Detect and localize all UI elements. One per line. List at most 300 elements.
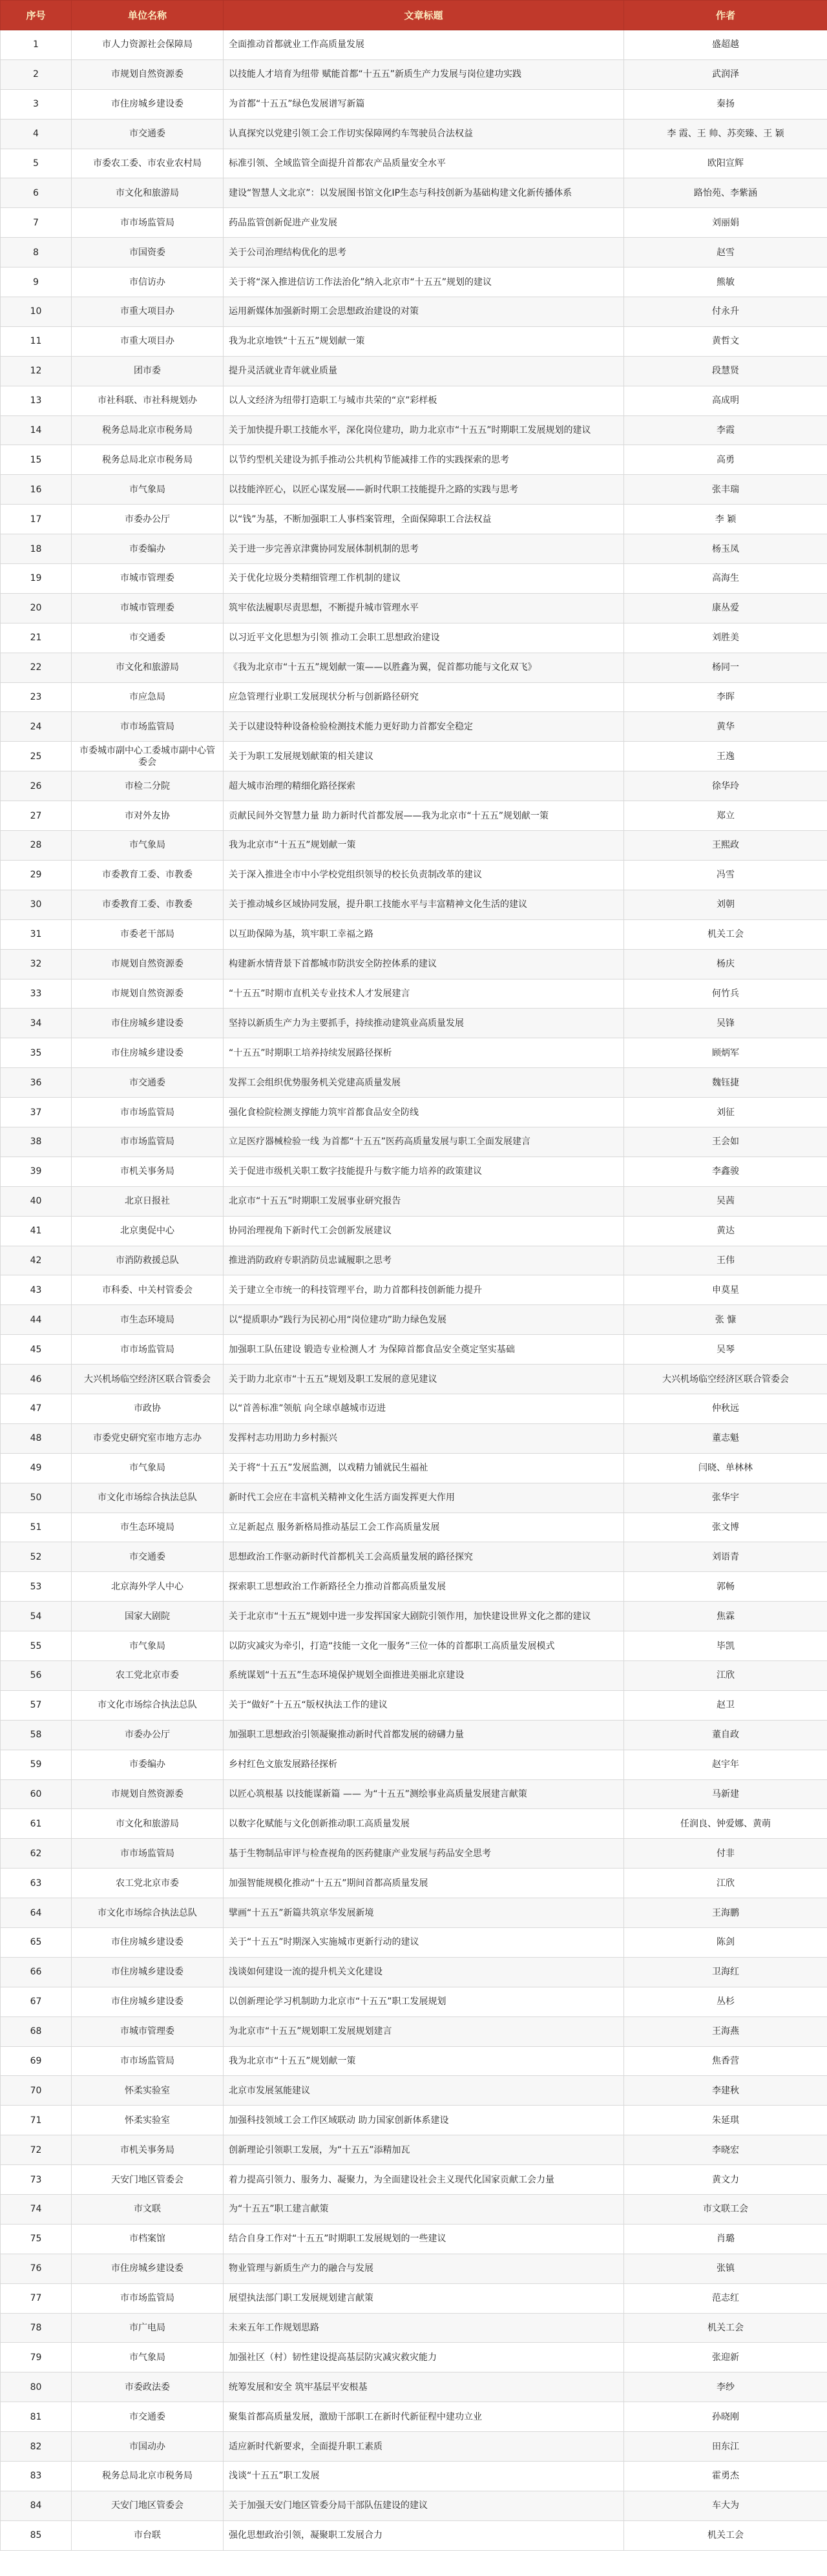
table-row	[1, 1779, 827, 1809]
cell-index: 7	[1, 208, 72, 238]
table-row	[1, 564, 827, 594]
cell-unit: 市文化市场综合执法总队	[72, 1690, 224, 1720]
cell-author: 杨玉凤	[624, 534, 827, 564]
cell-author: 车大为	[624, 2491, 827, 2520]
table-row	[1, 623, 827, 653]
cell-title: 关于以建设特种设备检验检测技术能力更好助力首都安全稳定	[224, 712, 624, 742]
cell-title: 以“首善标准”领航 向全球卓越城市迈进	[224, 1394, 624, 1423]
cell-unit: 市气象局	[72, 831, 224, 861]
cell-unit: 市消防救援总队	[72, 1246, 224, 1275]
cell-index: 48	[1, 1423, 72, 1453]
cell-title: 关于推动城乡区域协同发展，提升职工技能水平与丰富精神文化生活的建议	[224, 890, 624, 919]
cell-title: 贡献民间外交智慧力量 助力新时代首都发展——我为北京市“十五五”规划献一策	[224, 801, 624, 831]
cell-unit: 市市场监管局	[72, 712, 224, 742]
table-row	[1, 2402, 827, 2432]
cell-unit: 市交通委	[72, 119, 224, 149]
cell-author: 肖璐	[624, 2224, 827, 2254]
cell-author: 李 霞、王 帅、苏奕臻、王 颖	[624, 119, 827, 149]
cell-title: 以“钱”为基，不断加强职工人事档案管理，全面保障职工合法权益	[224, 505, 624, 534]
cell-title: 系统谋划“十五五”生态环境保护规划全面推进美丽北京建设	[224, 1660, 624, 1690]
cell-author: 张 慷	[624, 1305, 827, 1335]
cell-unit: 市台联	[72, 2520, 224, 2550]
cell-title: “十五五”时期市直机关专业技术人才发展建言	[224, 979, 624, 1009]
cell-author: 卫海红	[624, 1957, 827, 1987]
cell-unit: 市住房城乡建设委	[72, 1038, 224, 1068]
table-row	[1, 1038, 827, 1068]
cell-author: 王会如	[624, 1127, 827, 1157]
cell-index: 18	[1, 534, 72, 564]
cell-author: 市文联工会	[624, 2195, 827, 2225]
cell-index: 62	[1, 1839, 72, 1869]
cell-author: 刘征	[624, 1098, 827, 1127]
cell-unit: 农工党北京市委	[72, 1869, 224, 1898]
cell-title: 适应新时代新要求，全面提升职工素质	[224, 2432, 624, 2462]
cell-title: 协同治理视角下新时代工会创新发展建议	[224, 1216, 624, 1246]
table-row	[1, 1660, 827, 1690]
table-row	[1, 1009, 827, 1038]
cell-author: 刘语青	[624, 1542, 827, 1572]
cell-author: 郭畅	[624, 1572, 827, 1602]
cell-unit: 市机关事务局	[72, 2135, 224, 2165]
table-row	[1, 238, 827, 267]
cell-author: 刘胜美	[624, 623, 827, 653]
cell-index: 51	[1, 1513, 72, 1542]
cell-unit: 市生态环境局	[72, 1513, 224, 1542]
header-unit: 单位名称	[72, 1, 224, 30]
cell-author: 李 颖	[624, 505, 827, 534]
cell-unit: 市重大项目办	[72, 326, 224, 356]
cell-unit: 市气象局	[72, 1453, 224, 1483]
cell-unit: 市重大项目办	[72, 297, 224, 327]
cell-author: 李建秋	[624, 2076, 827, 2106]
cell-unit: 市科委、中关村管委会	[72, 1275, 224, 1305]
cell-title: 强化食检院检测支撑能力筑牢首都食品安全防线	[224, 1098, 624, 1127]
cell-author: 何竹兵	[624, 979, 827, 1009]
cell-index: 40	[1, 1186, 72, 1216]
table-row	[1, 1869, 827, 1898]
cell-index: 9	[1, 267, 72, 297]
cell-title: 聚集首都高质量发展，激励干部职工在新时代新征程中建功立业	[224, 2402, 624, 2432]
cell-title: 立足医疗器械检验一线 为首都“十五五”医药高质量发展与职工全面发展建言	[224, 1127, 624, 1157]
cell-title: 以技能人才培育为纽带 赋能首都“十五五”新质生产力发展与岗位建功实践	[224, 59, 624, 89]
cell-unit: 市市场监管局	[72, 1335, 224, 1365]
cell-unit: 市政协	[72, 1394, 224, 1423]
cell-title: 擘画“十五五”新篇共筑京华发展新境	[224, 1898, 624, 1928]
table-row	[1, 1186, 827, 1216]
cell-author: 武润泽	[624, 59, 827, 89]
table-row	[1, 1987, 827, 2016]
cell-unit: 市市场监管局	[72, 2046, 224, 2076]
cell-unit: 市对外友协	[72, 801, 224, 831]
table-row	[1, 979, 827, 1009]
cell-index: 12	[1, 356, 72, 386]
cell-title: 关于进一步完善京津冀协同发展体制机制的思考	[224, 534, 624, 564]
cell-title: 标准引领、全域监管全面提升首都农产品质量安全水平	[224, 149, 624, 178]
cell-author: 欧阳宣辉	[624, 149, 827, 178]
table-row	[1, 1572, 827, 1602]
cell-title: 以习近平文化思想为引领 推动工会职工思想政治建设	[224, 623, 624, 653]
cell-unit: 税务总局北京市税务局	[72, 415, 224, 445]
table-row	[1, 297, 827, 327]
cell-index: 39	[1, 1157, 72, 1186]
cell-unit: 市规划自然资源委	[72, 1779, 224, 1809]
table-row	[1, 2165, 827, 2195]
cell-author: 陈剑	[624, 1928, 827, 1958]
cell-title: 关于公司治理结构优化的思考	[224, 238, 624, 267]
cell-index: 11	[1, 326, 72, 356]
cell-unit: 市交通委	[72, 623, 224, 653]
table-row	[1, 1423, 827, 1453]
cell-title: 运用新媒体加强新时期工会思想政治建设的对策	[224, 297, 624, 327]
table-row	[1, 59, 827, 89]
table-row	[1, 1394, 827, 1423]
cell-unit: 市文化和旅游局	[72, 178, 224, 208]
cell-unit: 税务总局北京市税务局	[72, 445, 224, 475]
cell-unit: 市委政法委	[72, 2372, 224, 2402]
table-row	[1, 2313, 827, 2343]
cell-unit: 市委农工委、市农业农村局	[72, 149, 224, 178]
cell-title: 北京市发展氢能建议	[224, 2076, 624, 2106]
cell-index: 5	[1, 149, 72, 178]
cell-index: 57	[1, 1690, 72, 1720]
cell-title: 以互助保障为基，筑牢职工幸福之路	[224, 919, 624, 949]
cell-title: 关于加强天安门地区管委分局干部队伍建设的建议	[224, 2491, 624, 2520]
cell-title: 未来五年工作规划思路	[224, 2313, 624, 2343]
table-row	[1, 89, 827, 119]
cell-unit: 市住房城乡建设委	[72, 1957, 224, 1987]
table-header	[1, 1, 827, 30]
cell-index: 3	[1, 89, 72, 119]
cell-unit: 市信访办	[72, 267, 224, 297]
cell-author: 范志红	[624, 2283, 827, 2313]
table-row	[1, 2520, 827, 2550]
cell-unit: 市检二分院	[72, 771, 224, 801]
cell-author: 闫晓、单林林	[624, 1453, 827, 1483]
cell-index: 81	[1, 2402, 72, 2432]
table-row	[1, 326, 827, 356]
cell-author: 李晓宏	[624, 2135, 827, 2165]
table-row	[1, 1483, 827, 1513]
cell-index: 38	[1, 1127, 72, 1157]
cell-title: 探索职工思想政治工作新路径全力推动首都高质量发展	[224, 1572, 624, 1602]
cell-title: “十五五”时期职工培养持续发展路径探析	[224, 1038, 624, 1068]
cell-index: 23	[1, 682, 72, 712]
cell-author: 董自政	[624, 1720, 827, 1750]
cell-unit: 市市场监管局	[72, 2283, 224, 2313]
cell-unit: 市住房城乡建设委	[72, 1009, 224, 1038]
cell-unit: 市住房城乡建设委	[72, 1928, 224, 1958]
cell-title: 基于生物制品审评与检查视角的医药健康产业发展与药品安全思考	[224, 1839, 624, 1869]
cell-title: 以匠心筑根基 以技能谋新篇 —— 为“十五五”测绘事业高质量发展建言献策	[224, 1779, 624, 1809]
cell-index: 16	[1, 475, 72, 505]
cell-index: 24	[1, 712, 72, 742]
table-row	[1, 445, 827, 475]
table-row	[1, 653, 827, 682]
table-row	[1, 2076, 827, 2106]
cell-author: 付非	[624, 1839, 827, 1869]
cell-unit: 国家大剧院	[72, 1602, 224, 1631]
cell-title: 关于将“十五五”发展监测，以戏精力铺就民生福祉	[224, 1453, 624, 1483]
cell-unit: 市委老干部局	[72, 919, 224, 949]
table-row	[1, 2372, 827, 2402]
cell-title: 全面推动首都就业工作高质量发展	[224, 30, 624, 60]
table-row	[1, 742, 827, 771]
cell-title: 为北京市“十五五”规划职工发展规划建言	[224, 2016, 624, 2046]
cell-author: 高成明	[624, 386, 827, 415]
cell-title: 以数字化赋能与文化创新推动职工高质量发展	[224, 1809, 624, 1839]
cell-index: 35	[1, 1038, 72, 1068]
cell-author: 秦扬	[624, 89, 827, 119]
cell-author: 吴琴	[624, 1335, 827, 1365]
cell-author: 赵宇年	[624, 1750, 827, 1779]
cell-unit: 市住房城乡建设委	[72, 2254, 224, 2283]
table-row	[1, 890, 827, 919]
cell-index: 22	[1, 653, 72, 682]
cell-author: 冯雪	[624, 860, 827, 890]
cell-title: 统筹发展和安全 筑牢基层平安根基	[224, 2372, 624, 2402]
cell-author: 高海生	[624, 564, 827, 594]
cell-unit: 市委城市副中心工委城市副中心管委会	[72, 742, 224, 771]
cell-unit: 市交通委	[72, 1542, 224, 1572]
cell-title: 关于为职工发展规划献策的相关建议	[224, 742, 624, 771]
cell-unit: 市住房城乡建设委	[72, 89, 224, 119]
cell-title: 立足新起点 服务新格局推动基层工会工作高质量发展	[224, 1513, 624, 1542]
cell-title: 加强社区（村）韧性建设提高基层防灾减灾救灾能力	[224, 2343, 624, 2372]
cell-author: 江欣	[624, 1869, 827, 1898]
cell-title: 我为北京地铁“十五五”规划献一策	[224, 326, 624, 356]
cell-title: 加强智能规模化推动“十五五”期间首都高质量发展	[224, 1869, 624, 1898]
cell-index: 19	[1, 564, 72, 594]
cell-unit: 市国动办	[72, 2432, 224, 2462]
table-row	[1, 1365, 827, 1394]
cell-author: 赵雪	[624, 238, 827, 267]
cell-title: 关于加快提升职工技能水平，深化岗位建功，助力北京市“十五五”时期职工发展规划的建议	[224, 415, 624, 445]
table-row	[1, 949, 827, 979]
cell-unit: 天安门地区管委会	[72, 2165, 224, 2195]
cell-index: 45	[1, 1335, 72, 1365]
cell-index: 17	[1, 505, 72, 534]
table-row	[1, 1335, 827, 1365]
cell-title: 关于优化垃圾分类精细管理工作机制的建议	[224, 564, 624, 594]
cell-title: 乡村红色文旅发展路径探析	[224, 1750, 624, 1779]
cell-title: 创新理论引领职工发展，为“十五五”添精加瓦	[224, 2135, 624, 2165]
table-row	[1, 475, 827, 505]
cell-author: 马新建	[624, 1779, 827, 1809]
cell-unit: 市气象局	[72, 1631, 224, 1661]
cell-title: 关于建立全市统一的科技管理平台，助力首都科技创新能力提升	[224, 1275, 624, 1305]
cell-index: 1	[1, 30, 72, 60]
header-title: 文章标题	[224, 1, 624, 30]
cell-unit: 市广电局	[72, 2313, 224, 2343]
cell-unit: 市委教育工委、市教委	[72, 860, 224, 890]
cell-unit: 市生态环境局	[72, 1305, 224, 1335]
table-row	[1, 1513, 827, 1542]
cell-unit: 市城市管理委	[72, 2016, 224, 2046]
cell-unit: 市社科联、市社科规划办	[72, 386, 224, 415]
cell-index: 65	[1, 1928, 72, 1958]
cell-author: 王伟	[624, 1246, 827, 1275]
cell-author: 赵卫	[624, 1690, 827, 1720]
cell-index: 72	[1, 2135, 72, 2165]
cell-unit: 市机关事务局	[72, 1157, 224, 1186]
cell-title: 以节约型机关建设为抓手推动公共机构节能减排工作的实践探索的思考	[224, 445, 624, 475]
cell-unit: 市国资委	[72, 238, 224, 267]
cell-author: 吴锋	[624, 1009, 827, 1038]
cell-author: 董志魁	[624, 1423, 827, 1453]
cell-author: 张迎新	[624, 2343, 827, 2372]
cell-title: 超大城市治理的精细化路径探索	[224, 771, 624, 801]
cell-unit: 市文化市场综合执法总队	[72, 1898, 224, 1928]
cell-author: 魏钰捷	[624, 1068, 827, 1098]
cell-unit: 市人力资源社会保障局	[72, 30, 224, 60]
table-row	[1, 2343, 827, 2372]
cell-title: 北京市“十五五”时期职工发展事业研究报告	[224, 1186, 624, 1216]
cell-index: 61	[1, 1809, 72, 1839]
cell-unit: 怀柔实验室	[72, 2106, 224, 2135]
cell-title: 关于将“深入推进信访工作法治化”纳入北京市“十五五”规划的建议	[224, 267, 624, 297]
cell-index: 77	[1, 2283, 72, 2313]
cell-title: 物业管理与新质生产力的融合与发展	[224, 2254, 624, 2283]
cell-unit: 团市委	[72, 356, 224, 386]
cell-author: 刘丽娟	[624, 208, 827, 238]
cell-index: 36	[1, 1068, 72, 1098]
cell-index: 50	[1, 1483, 72, 1513]
cell-unit: 市交通委	[72, 2402, 224, 2432]
cell-title: 关于北京市“十五五”规划中进一步发挥国家大剧院引领作用，加快建设世界文化之都的建议	[224, 1602, 624, 1631]
cell-author: 大兴机场临空经济区联合管委会	[624, 1365, 827, 1394]
cell-index: 79	[1, 2343, 72, 2372]
cell-title: 加强科技领域工会工作区域联动 助力国家创新体系建设	[224, 2106, 624, 2135]
cell-index: 58	[1, 1720, 72, 1750]
cell-title: 建设“智慧人文北京”：以发展图书馆文化IP生态与科技创新为基础构建文化新传播体系	[224, 178, 624, 208]
cell-author: 张华宇	[624, 1483, 827, 1513]
cell-author: 机关工会	[624, 2520, 827, 2550]
cell-index: 42	[1, 1246, 72, 1275]
cell-unit: 市规划自然资源委	[72, 979, 224, 1009]
table-row	[1, 593, 827, 623]
cell-author: 王海燕	[624, 2016, 827, 2046]
cell-author: 王逸	[624, 742, 827, 771]
cell-unit: 税务总局北京市税务局	[72, 2462, 224, 2491]
cell-unit: 市市场监管局	[72, 1839, 224, 1869]
cell-index: 83	[1, 2462, 72, 2491]
cell-index: 33	[1, 979, 72, 1009]
cell-author: 孙晓刚	[624, 2402, 827, 2432]
cell-index: 74	[1, 2195, 72, 2225]
table-row	[1, 2224, 827, 2254]
cell-index: 67	[1, 1987, 72, 2016]
cell-title: 加强职工队伍建设 锻造专业检测人才 为保障首都食品安全奠定坚实基础	[224, 1335, 624, 1365]
cell-index: 6	[1, 178, 72, 208]
cell-title: 以“提质职办”践行为民初心用“岗位建功”助力绿色发展	[224, 1305, 624, 1335]
table-row	[1, 30, 827, 60]
cell-title: 为首都“十五五”绿色发展谱写新篇	[224, 89, 624, 119]
cell-index: 59	[1, 1750, 72, 1779]
cell-author: 任润良、钟爱娜、黄萌	[624, 1809, 827, 1839]
header-author: 作者	[624, 1, 827, 30]
cell-index: 41	[1, 1216, 72, 1246]
table-row	[1, 1809, 827, 1839]
cell-author: 江欣	[624, 1660, 827, 1690]
table-row	[1, 1453, 827, 1483]
cell-title: 新时代工会应在丰富机关精神文化生活方面发挥更大作用	[224, 1483, 624, 1513]
cell-author: 机关工会	[624, 2313, 827, 2343]
cell-unit: 北京海外学人中心	[72, 1572, 224, 1602]
table-row	[1, 1542, 827, 1572]
cell-author: 熊敏	[624, 267, 827, 297]
cell-index: 73	[1, 2165, 72, 2195]
cell-title: 应急管理行业职工发展现状分析与创新路径研究	[224, 682, 624, 712]
cell-author: 田东江	[624, 2432, 827, 2462]
cell-unit: 市委办公厅	[72, 505, 224, 534]
cell-index: 69	[1, 2046, 72, 2076]
cell-title: 以技能淬匠心，以匠心谋发展——新时代职工技能提升之路的实践与思考	[224, 475, 624, 505]
cell-title: 坚持以新质生产力为主要抓手，持续推动建筑业高质量发展	[224, 1009, 624, 1038]
cell-index: 28	[1, 831, 72, 861]
table-row	[1, 1898, 827, 1928]
cell-index: 71	[1, 2106, 72, 2135]
table-row	[1, 1750, 827, 1779]
table-row	[1, 1690, 827, 1720]
cell-index: 60	[1, 1779, 72, 1809]
cell-index: 55	[1, 1631, 72, 1661]
table-row	[1, 2462, 827, 2491]
cell-index: 2	[1, 59, 72, 89]
cell-index: 31	[1, 919, 72, 949]
cell-index: 85	[1, 2520, 72, 2550]
cell-author: 黄华	[624, 712, 827, 742]
table-row	[1, 119, 827, 149]
cell-index: 34	[1, 1009, 72, 1038]
cell-title: 我为北京市“十五五”规划献一策	[224, 831, 624, 861]
cell-unit: 市市场监管局	[72, 208, 224, 238]
cell-index: 8	[1, 238, 72, 267]
table-row	[1, 1631, 827, 1661]
cell-author: 杨庆	[624, 949, 827, 979]
cell-index: 32	[1, 949, 72, 979]
cell-author: 顾炳军	[624, 1038, 827, 1068]
cell-unit: 市规划自然资源委	[72, 949, 224, 979]
cell-unit: 北京日报社	[72, 1186, 224, 1216]
cell-index: 68	[1, 2016, 72, 2046]
cell-unit: 天安门地区管委会	[72, 2491, 224, 2520]
cell-title: 《我为北京市“十五五”规划献一策——以胜鑫为翼，促首都功能与文化双飞》	[224, 653, 624, 682]
cell-author: 徐华玲	[624, 771, 827, 801]
cell-author: 朱延琪	[624, 2106, 827, 2135]
cell-author: 康丛爱	[624, 593, 827, 623]
table-row	[1, 2135, 827, 2165]
cell-unit: 市住房城乡建设委	[72, 1987, 224, 2016]
cell-index: 27	[1, 801, 72, 831]
cell-author: 王熙政	[624, 831, 827, 861]
cell-author: 李纱	[624, 2372, 827, 2402]
cell-author: 王海鹏	[624, 1898, 827, 1928]
table-row	[1, 1127, 827, 1157]
table-row	[1, 2491, 827, 2520]
cell-index: 56	[1, 1660, 72, 1690]
cell-title: 构建新水情背景下首都城市防洪安全防控体系的建议	[224, 949, 624, 979]
cell-unit: 市档案馆	[72, 2224, 224, 2254]
header-row	[1, 1, 827, 30]
cell-author: 张丰瑞	[624, 475, 827, 505]
table-body	[1, 30, 827, 2551]
cell-author: 路怡苑、李紫涵	[624, 178, 827, 208]
cell-title: 以人文经济为纽带打造职工与城市共荣的“京”彩样板	[224, 386, 624, 415]
table-row	[1, 1246, 827, 1275]
cell-title: 着力提高引领力、服务力、凝聚力，为全面建设社会主义现代化国家贡献工会力量	[224, 2165, 624, 2195]
cell-index: 78	[1, 2313, 72, 2343]
cell-author: 黄文力	[624, 2165, 827, 2195]
